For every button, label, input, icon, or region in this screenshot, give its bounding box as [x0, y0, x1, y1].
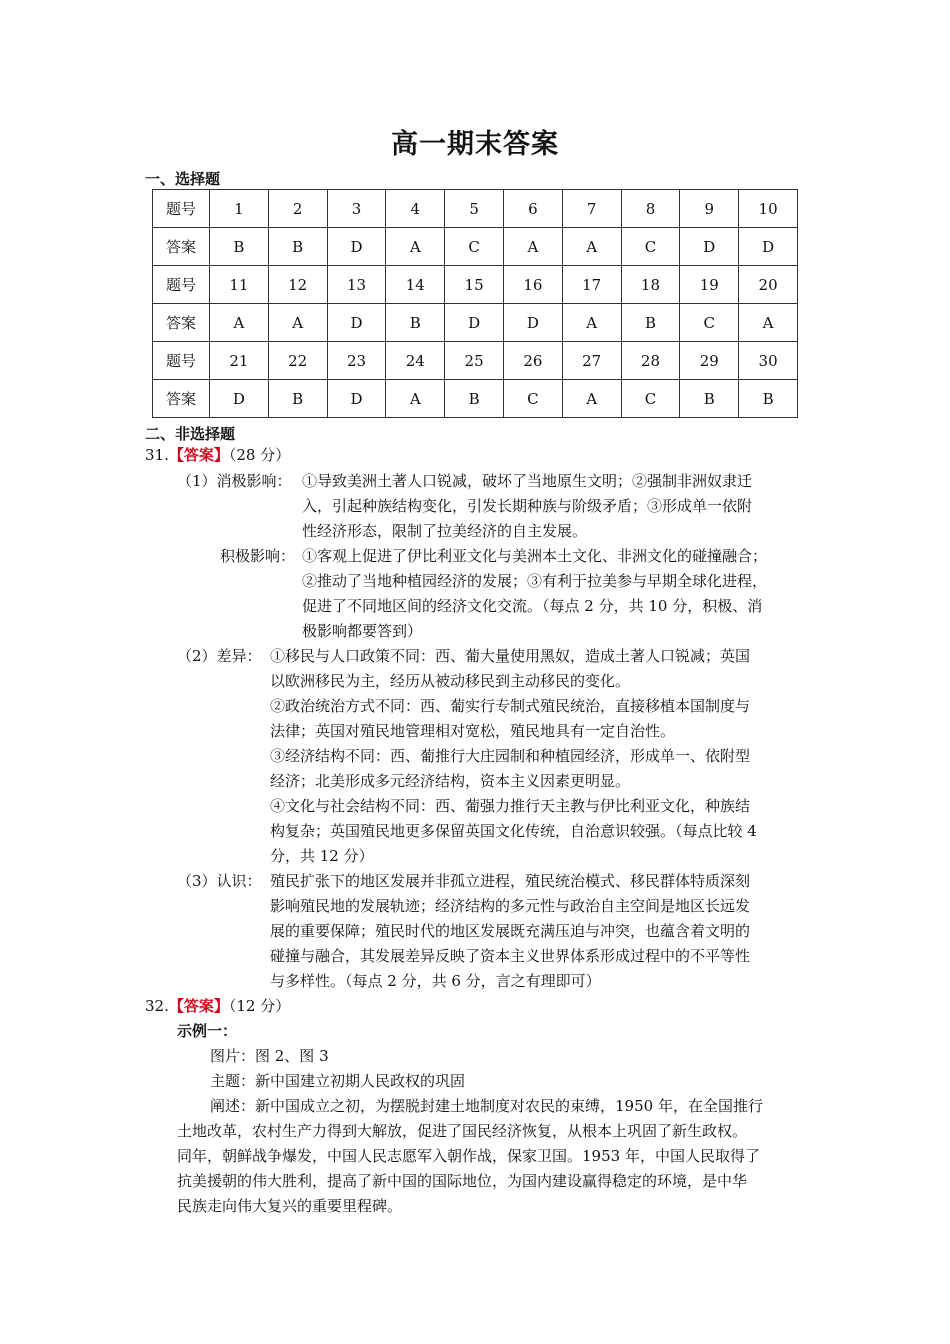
q32-number: 32.: [145, 997, 169, 1015]
q32-theme: 主题：新中国建立初期人民政权的巩固: [210, 1072, 466, 1090]
q32-body-line: 同年，朝鲜战争爆发，中国人民志愿军入朝作战，保家卫国。1953 年，中国人民取得了: [177, 1147, 760, 1165]
table-row: [153, 304, 798, 342]
q32-body-line: 阐述：新中国成立之初，为摆脱封建土地制度对农民的束缚，1950 年，在全国推行: [210, 1097, 763, 1115]
table-cell: 27: [562, 342, 621, 380]
table-cell: A: [503, 228, 562, 266]
table-cell: 3: [327, 190, 386, 228]
table-row-header: 答案: [153, 380, 210, 418]
table-cell: 7: [562, 190, 621, 228]
table-row: [153, 228, 798, 266]
table-cell: 14: [386, 266, 445, 304]
q31-p3-line: 殖民扩张下的地区发展并非孤立进程，殖民统治模式、移民群体特质深刻: [270, 872, 751, 890]
table-cell: 9: [680, 190, 739, 228]
table-cell: C: [621, 228, 680, 266]
section-nonchoice-heading: 二、非选择题: [145, 425, 236, 443]
table-cell: B: [680, 380, 739, 418]
q31-score: （28 分）: [228, 446, 291, 464]
q31-p1b-line: ②推动了当地种植园经济的发展；③有利于拉美参与早期全球化进程，: [302, 572, 768, 590]
table-cell: 11: [210, 266, 269, 304]
q32-answer-tag: 【答案】: [168, 997, 229, 1015]
table-cell: A: [210, 304, 269, 342]
table-cell: 20: [739, 266, 798, 304]
q32-pictures: 图片：图 2、图 3: [210, 1047, 329, 1065]
table-cell: C: [621, 380, 680, 418]
table-row: [153, 342, 798, 380]
q31-p1-label: （1）消极影响：: [177, 472, 292, 490]
table-cell: A: [268, 304, 327, 342]
table-cell: B: [445, 380, 504, 418]
q31-p1b-label: 积极影响：: [220, 547, 296, 565]
table-cell: 16: [503, 266, 562, 304]
table-cell: 19: [680, 266, 739, 304]
table-cell: C: [503, 380, 562, 418]
table-cell: A: [562, 380, 621, 418]
table-cell: A: [386, 380, 445, 418]
table-cell: D: [503, 304, 562, 342]
table-cell: D: [210, 380, 269, 418]
table-cell: 2: [268, 190, 327, 228]
q32-body-line: 土地改革，农村生产力得到大解放，促进了国民经济恢复，从根本上巩固了新生政权。: [177, 1122, 748, 1140]
q32-score: （12 分）: [228, 997, 291, 1015]
table-cell: 24: [386, 342, 445, 380]
q31-number: 31.: [145, 446, 169, 464]
table-cell: A: [386, 228, 445, 266]
table-cell: 15: [445, 266, 504, 304]
table-cell: 18: [621, 266, 680, 304]
q31-p2-line: 分，共 12 分）: [270, 847, 374, 865]
table-cell: B: [386, 304, 445, 342]
q31-p3-line: 影响殖民地的发展轨迹；经济结构的多元性与政治自主空间是地区长远发: [270, 897, 751, 915]
table-cell: B: [739, 380, 798, 418]
table-cell: D: [327, 380, 386, 418]
table-cell: B: [268, 228, 327, 266]
table-cell: D: [445, 304, 504, 342]
q31-p2-label: （2）差异：: [177, 647, 262, 665]
q31-p1b-line: 促进了不同地区间的经济文化交流。（每点 2 分，共 10 分，积极、消: [302, 597, 763, 615]
table-cell: 13: [327, 266, 386, 304]
table-row-header: 答案: [153, 228, 210, 266]
table-cell: 5: [445, 190, 504, 228]
table-cell: 26: [503, 342, 562, 380]
section-choice-heading: 一、选择题: [145, 170, 221, 188]
table-cell: 28: [621, 342, 680, 380]
q31-p2-line: 经济；北美形成多元经济结构，资本主义因素更明显。: [270, 772, 631, 790]
q32-header: [145, 994, 290, 1019]
table-row-header: 题号: [153, 266, 210, 304]
q31-p2-line: ②政治统治方式不同：西、葡实行专制式殖民统治，直接移植本国制度与: [270, 697, 751, 715]
table-cell: 17: [562, 266, 621, 304]
q31-p1-line: 性经济形态，限制了拉美经济的自主发展。: [302, 522, 588, 540]
q31-p1-line: 入，引起种族结构变化，引发长期种族与阶级矛盾；③形成单一依附: [302, 497, 753, 515]
q31-p1b-line: 极影响都要答到）: [302, 622, 423, 640]
q31-p2-line: ③经济结构不同：西、葡推行大庄园制和种植园经济，形成单一、依附型: [270, 747, 751, 765]
table-cell: 12: [268, 266, 327, 304]
table-cell: 1: [210, 190, 269, 228]
table-cell: 25: [445, 342, 504, 380]
table-cell: C: [445, 228, 504, 266]
q31-answer-tag: 【答案】: [168, 446, 229, 464]
table-row: [153, 266, 798, 304]
table-cell: D: [739, 228, 798, 266]
q31-p2-line: 法律；英国对殖民地管理相对宽松，殖民地具有一定自治性。: [270, 722, 676, 740]
q31-header: [145, 443, 290, 468]
table-row-header: 题号: [153, 190, 210, 228]
q32-body-line: 民族走向伟大复兴的重要里程碑。: [177, 1197, 403, 1215]
table-cell: D: [327, 228, 386, 266]
table-cell: 29: [680, 342, 739, 380]
q32-example-label: 示例一：: [177, 1022, 238, 1040]
table-cell: 22: [268, 342, 327, 380]
table-cell: B: [210, 228, 269, 266]
q31-p3-line: 与多样性。（每点 2 分，共 6 分，言之有理即可）: [270, 972, 601, 990]
q31-p3-line: 碰撞与融合，其发展差异反映了资本主义世界体系形成过程中的不平等性: [270, 947, 751, 965]
q31-p2-line: 以欧洲移民为主，经历从被动移民到主动移民的变化。: [270, 672, 631, 690]
table-cell: B: [621, 304, 680, 342]
q31-p2-line: ④文化与社会结构不同：西、葡强力推行天主教与伊比利亚文化，种族结: [270, 797, 751, 815]
q32-body-line: 抗美援朝的伟大胜利，提高了新中国的国际地位，为国内建设赢得稳定的环境，是中华: [177, 1172, 748, 1190]
table-cell: 23: [327, 342, 386, 380]
answer-table: [152, 189, 798, 418]
table-row: [153, 380, 798, 418]
table-cell: 21: [210, 342, 269, 380]
page-title: 高一期末答案: [391, 129, 559, 160]
table-cell: 4: [386, 190, 445, 228]
table-cell: 30: [739, 342, 798, 380]
q31-p1-line: ①导致美洲土著人口锐减，破坏了当地原生文明；②强制非洲奴隶迁: [302, 472, 753, 490]
q31-p3-label: （3）认识：: [177, 872, 262, 890]
table-row-header: 答案: [153, 304, 210, 342]
table-cell: D: [327, 304, 386, 342]
table-cell: 6: [503, 190, 562, 228]
q31-p2-line: ①移民与人口政策不同：西、葡大量使用黑奴，造成土著人口锐减；英国: [270, 647, 751, 665]
table-cell: 10: [739, 190, 798, 228]
table-row-header: 题号: [153, 342, 210, 380]
table-cell: A: [562, 228, 621, 266]
q31-p2-line: 构复杂；英国殖民地更多保留英国文化传统，自治意识较强。（每点比较 4: [270, 822, 757, 840]
table-cell: A: [739, 304, 798, 342]
table-cell: 8: [621, 190, 680, 228]
table-cell: A: [562, 304, 621, 342]
table-cell: D: [680, 228, 739, 266]
table-row: [153, 190, 798, 228]
table-cell: B: [268, 380, 327, 418]
q31-p3-line: 展的重要保障；殖民时代的地区发展既充满压迫与冲突，也蕴含着文明的: [270, 922, 751, 940]
table-cell: C: [680, 304, 739, 342]
q31-p1b-line: ①客观上促进了伊比利亚文化与美洲本土文化、非洲文化的碰撞融合；: [302, 547, 768, 565]
